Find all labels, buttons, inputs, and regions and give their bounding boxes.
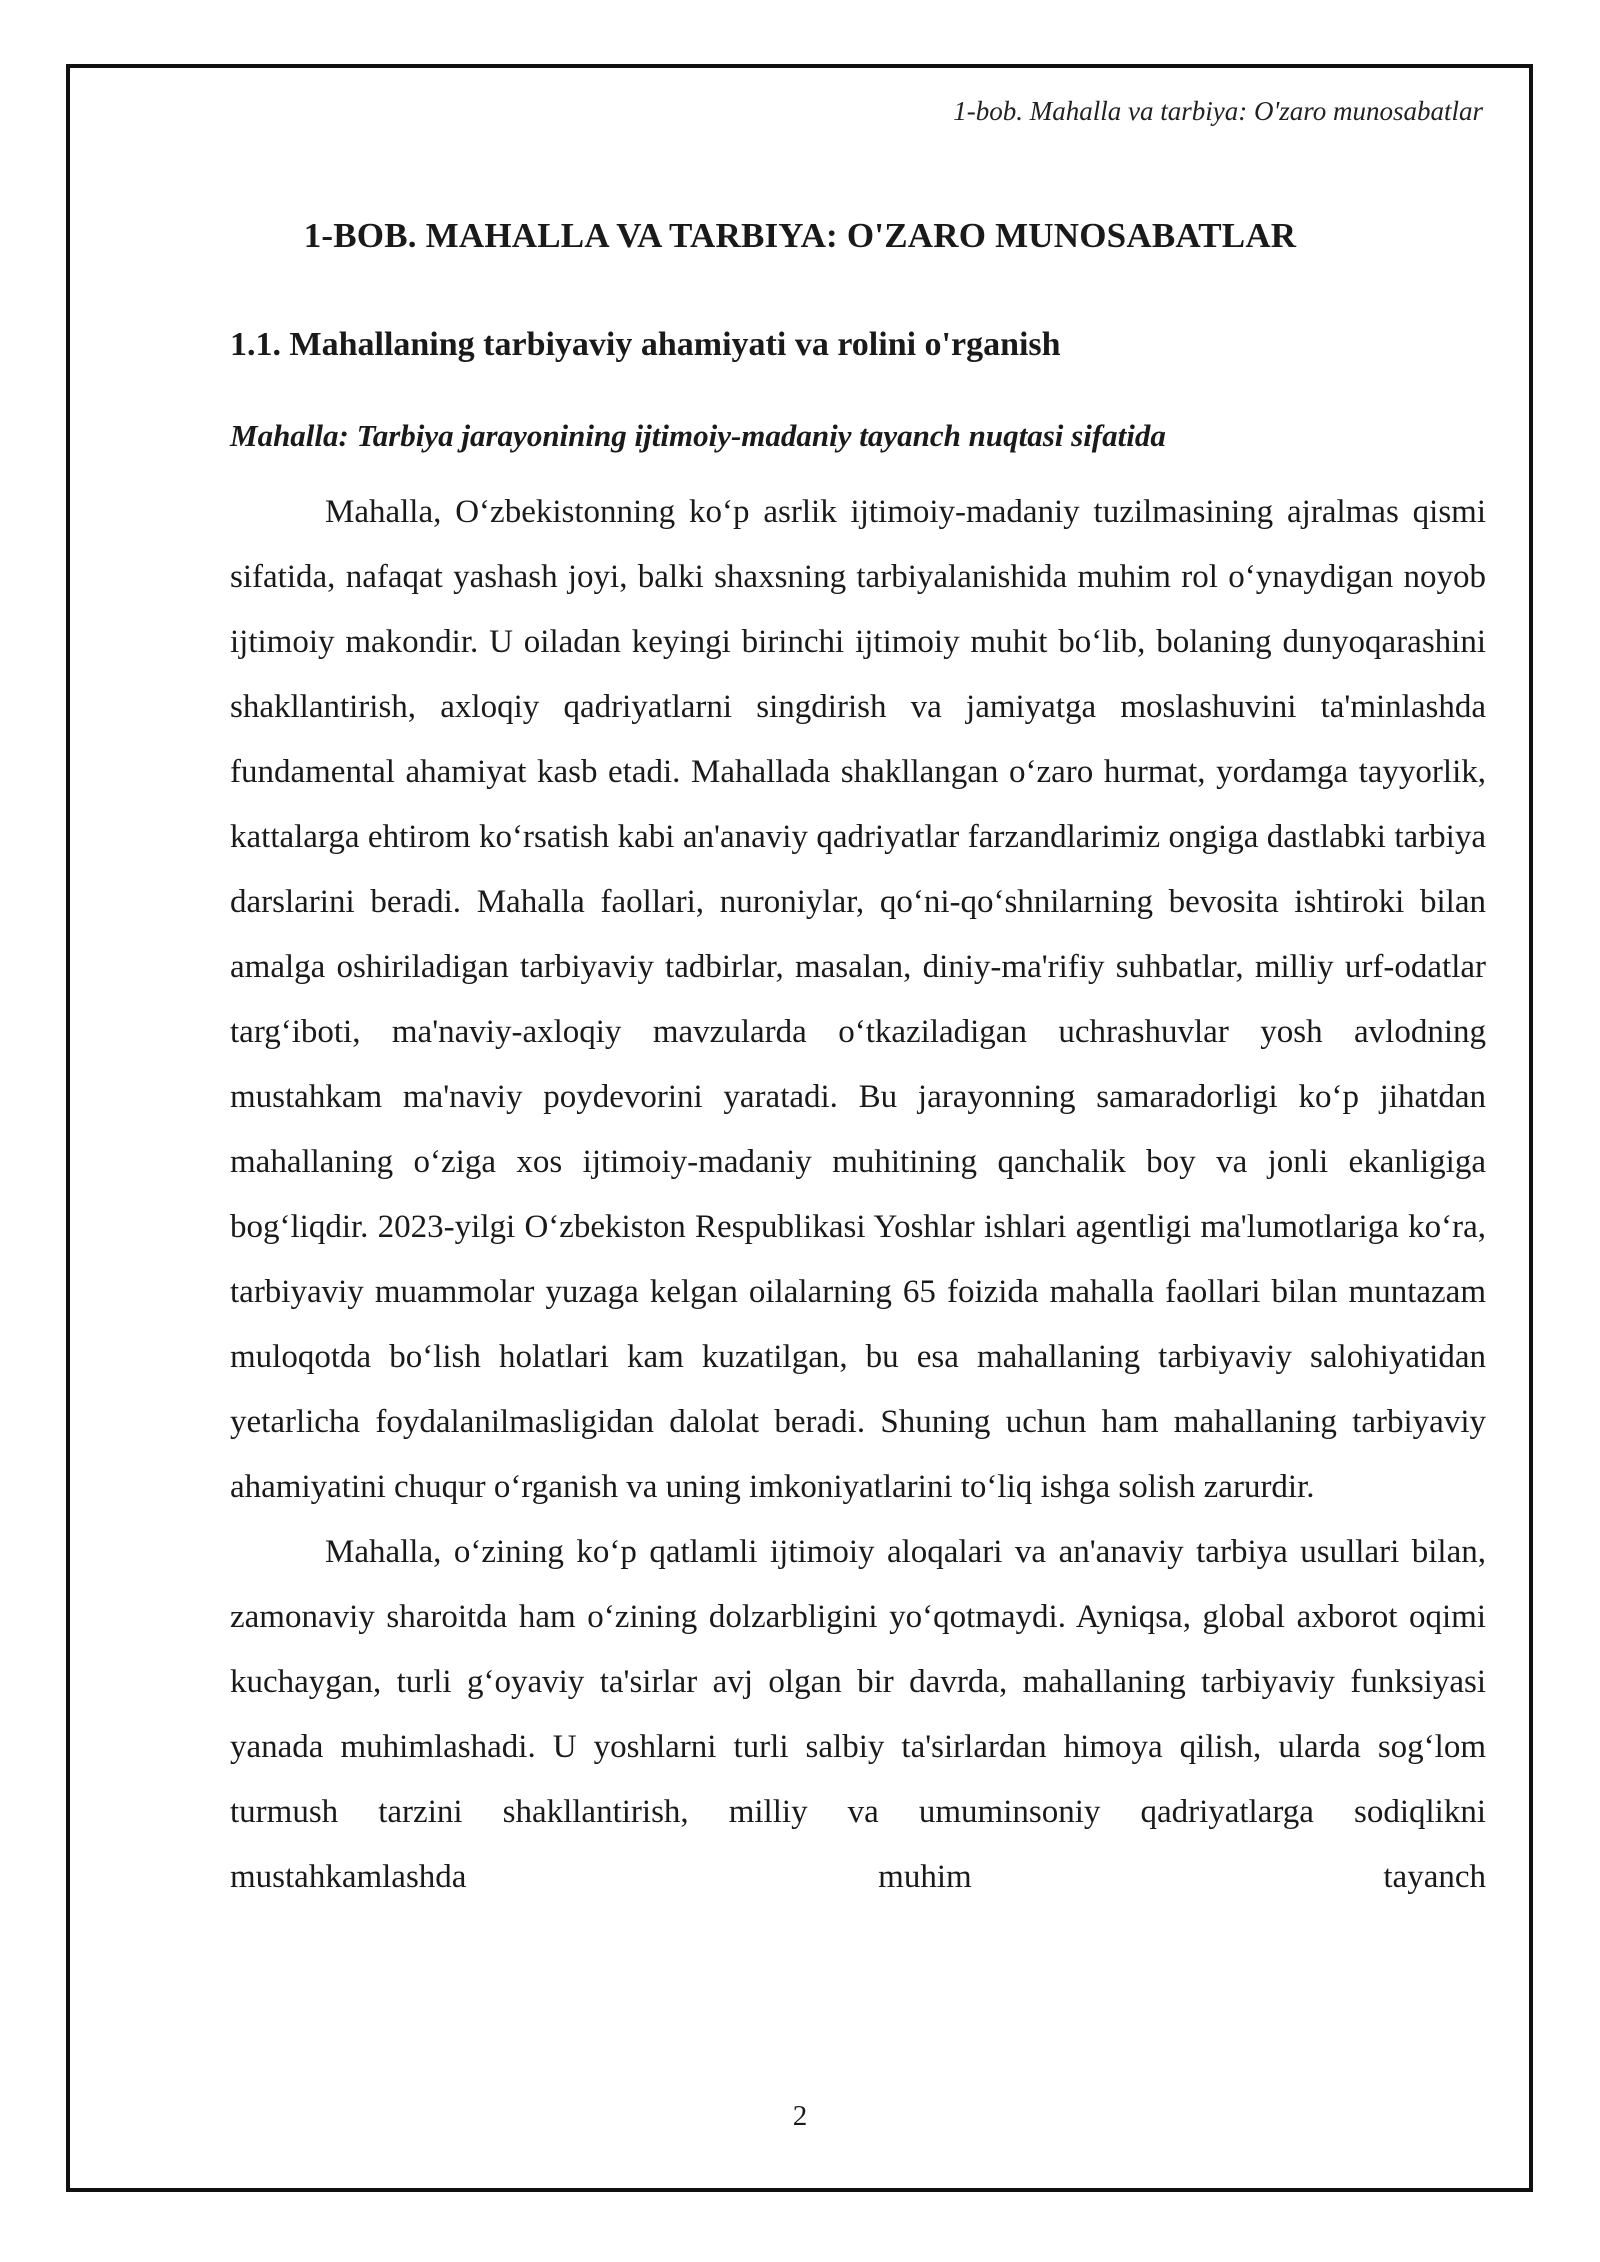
section-title: 1.1. Mahallaning tarbiyaviy ahamiyati va rolini o'rganish <box>230 326 1061 363</box>
paragraph: Mahalla, o‘zining ko‘p qatlamli ijtimoiy aloqalari va an'anaviy tarbiya usullari bilan, zamonaviy sharoitda ham o‘zining dolzarbligini yo‘qotmaydi. Ayniqsa, global axborot oqimi kuchaygan, turli g‘oyaviy ta'sirlar avj olgan bir davrda, mahallaning tarbiyaviy funksiyasi yanada muhimlashadi. U yoshlarni turli salbiy ta'sirlardan himoya qilish, ularda sog‘lom turmush tarzini shakllantirish, milliy va umuminsoniy qadriyatlarga sodiqlikni mustahkamlashda muhim tayanch <box>230 1534 1486 1895</box>
body-text <box>230 480 1486 1910</box>
paragraph: Mahalla, O‘zbekistonning ko‘p asrlik ijtimoiy-madaniy tuzilmasining ajralmas qismi sifatida, nafaqat yashash joyi, balki shaxsning tarbiyalanishida muhim rol o‘ynaydigan noyob ijtimoiy makondir. U oiladan keyingi birinchi ijtimoiy muhit bo‘lib, bolaning dunyoqarashini shakllantirish, axloqiy qadriyatlarni singdirish va jamiyatga moslashuvini ta'minlashda fundamental ahamiyat kasb etadi. Mahallada shakllangan o‘zaro hurmat, yordamga tayyorlik, kattalarga ehtirom ko‘rsatish kabi an'anaviy qadriyatlar farzandlarimiz ongiga dastlabki tarbiya darslarini beradi. Mahalla faollari, nuroniylar, qo‘ni-qo‘shnilarning bevosita ishtiroki bilan amalga oshiriladigan tarbiyaviy tadbirlar, masalan, diniy-ma'rifiy suhbatlar, milliy urf-odatlar targ‘iboti, ma'naviy-axloqiy mavzularda o‘tkaziladigan uchrashuvlar yosh avlodning mustahkam ma'naviy poydevorini yaratadi. Bu jarayonning samaradorligi ko‘p jihatdan mahallaning o‘ziga xos ijtimoiy-madaniy muhitining qanchalik boy va jonli ekanligiga bog‘liqdir. 2023-yilgi O‘zbekiston Respublikasi Yoshlar ishlari agentligi ma'lumotlariga ko‘ra, tarbiyaviy muammolar yuzaga kelgan oilalarning 65 foizida mahalla faollari bilan muntazam muloqotda bo‘lish holatlari kam kuzatilgan, bu esa mahallaning tarbiyaviy salohiyatidan yetarlicha foydalanilmasligidan dalolat beradi. Shuning uchun ham mahallaning tarbiyaviy ahamiyatini chuqur o‘rganish va uning imkoniyatlarini to‘liq ishga solish zarurdir. <box>230 494 1486 1505</box>
chapter-title: 1-BOB. MAHALLA VA TARBIYA: O'ZARO MUNOSABATLAR <box>303 216 1297 255</box>
page-number: 2 <box>792 2100 808 2132</box>
subsection-title: Mahalla: Tarbiya jarayonining ijtimoiy-madaniy tayanch nuqtasi sifatida <box>230 418 1166 453</box>
running-header: 1-bob. Mahalla va tarbiya: O'zaro munosabatlar <box>953 96 1483 126</box>
